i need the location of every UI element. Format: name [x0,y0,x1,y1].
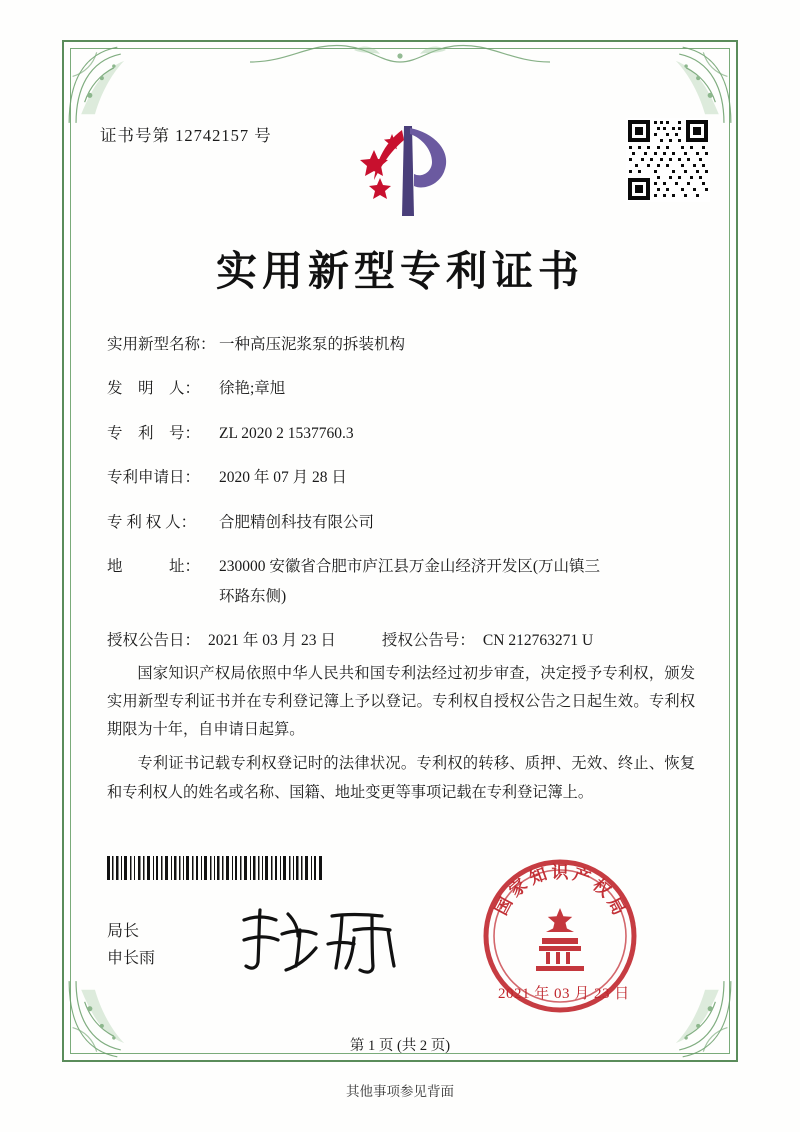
grant-date-group [107,630,336,652]
svg-text:局: 局 [602,894,629,919]
director-name-label: 申长雨 [107,950,156,968]
field-patentee [107,512,697,534]
seal-date: 2021 年 03 月 23 日 [498,986,630,1002]
field-label: 授权公告日： [107,632,201,650]
svg-text:知: 知 [527,864,550,890]
field-value-line1: 230000 安徽省合肥市庐江县万金山经济开发区(万山镇三 [219,558,601,576]
signature-labels [107,918,155,972]
field-value: 2021 年 03 月 23 日 [208,632,336,650]
barcode-icon [107,856,322,880]
field-label: 专 利 权 人： [107,513,197,531]
svg-text:产: 产 [570,864,593,890]
corner-ornament-icon [64,42,150,128]
field-patent-number [107,423,697,445]
handwritten-signature-icon [232,900,422,976]
field-value: 2020 年 07 月 28 日 [219,469,347,487]
legal-paragraph: 国家知识产权局依照中华人民共和国专利法经过初步审查，决定授予专利权，颁发实用新型专利证书并在专利登记簿上予以登记。专利权自授权公告之日起生效。专利权期限为十年，自申请日起算。 [107,665,695,739]
svg-text:权: 权 [588,875,615,902]
footnote: 其他事项参见背面 [346,1084,454,1099]
field-value: 合肥精创科技有限公司 [219,513,375,531]
page-number: 第 1 页 (共 2 页) [349,1038,451,1054]
grant-number-group [382,630,593,652]
page-title: 实用新型专利证书 [216,247,584,295]
top-edge-ornament-icon [250,36,550,76]
field-utility-model-name [107,334,697,356]
legal-paragraph: 专利证书记载专利权登记时的法律状况。专利权的转移、质押、无效、终止、恢复和专利权人的姓名或名称、国籍、地址变更等事项记载在专利登记簿上。 [107,755,695,801]
field-application-date [107,467,697,489]
field-label: 实用新型名称： [107,336,216,353]
field-label: 发 明 人： [107,380,201,398]
field-value: 徐艳;章旭 [219,380,286,398]
field-label: 授权公告号： [381,632,475,650]
cnipa-logo-icon [352,120,462,220]
field-value-line2: 环路东侧) [219,587,287,605]
corner-ornament-icon [650,42,736,128]
legal-text [107,660,695,813]
certificate-number: 证书号第 12742157 号 [100,126,272,145]
svg-text:识: 识 [551,863,569,883]
field-label: 专 利 号： [107,424,201,442]
field-label: 专利申请日： [107,469,201,487]
field-value: 一种高压泥浆泵的拆装机构 [219,336,406,353]
qr-code-icon [626,118,710,202]
field-inventor [107,378,697,400]
field-grant-announcement [107,630,697,652]
field-label: 地 址： [107,558,201,576]
svg-text:家: 家 [505,875,532,902]
svg-text:国: 国 [491,894,518,919]
field-value: CN 212763271 U [482,632,594,650]
field-value [219,556,697,608]
field-address [107,556,697,608]
field-value: ZL 2020 2 1537760.3 [219,424,354,442]
certificate-fields [107,334,697,675]
director-role-label: 局长 [107,923,140,940]
